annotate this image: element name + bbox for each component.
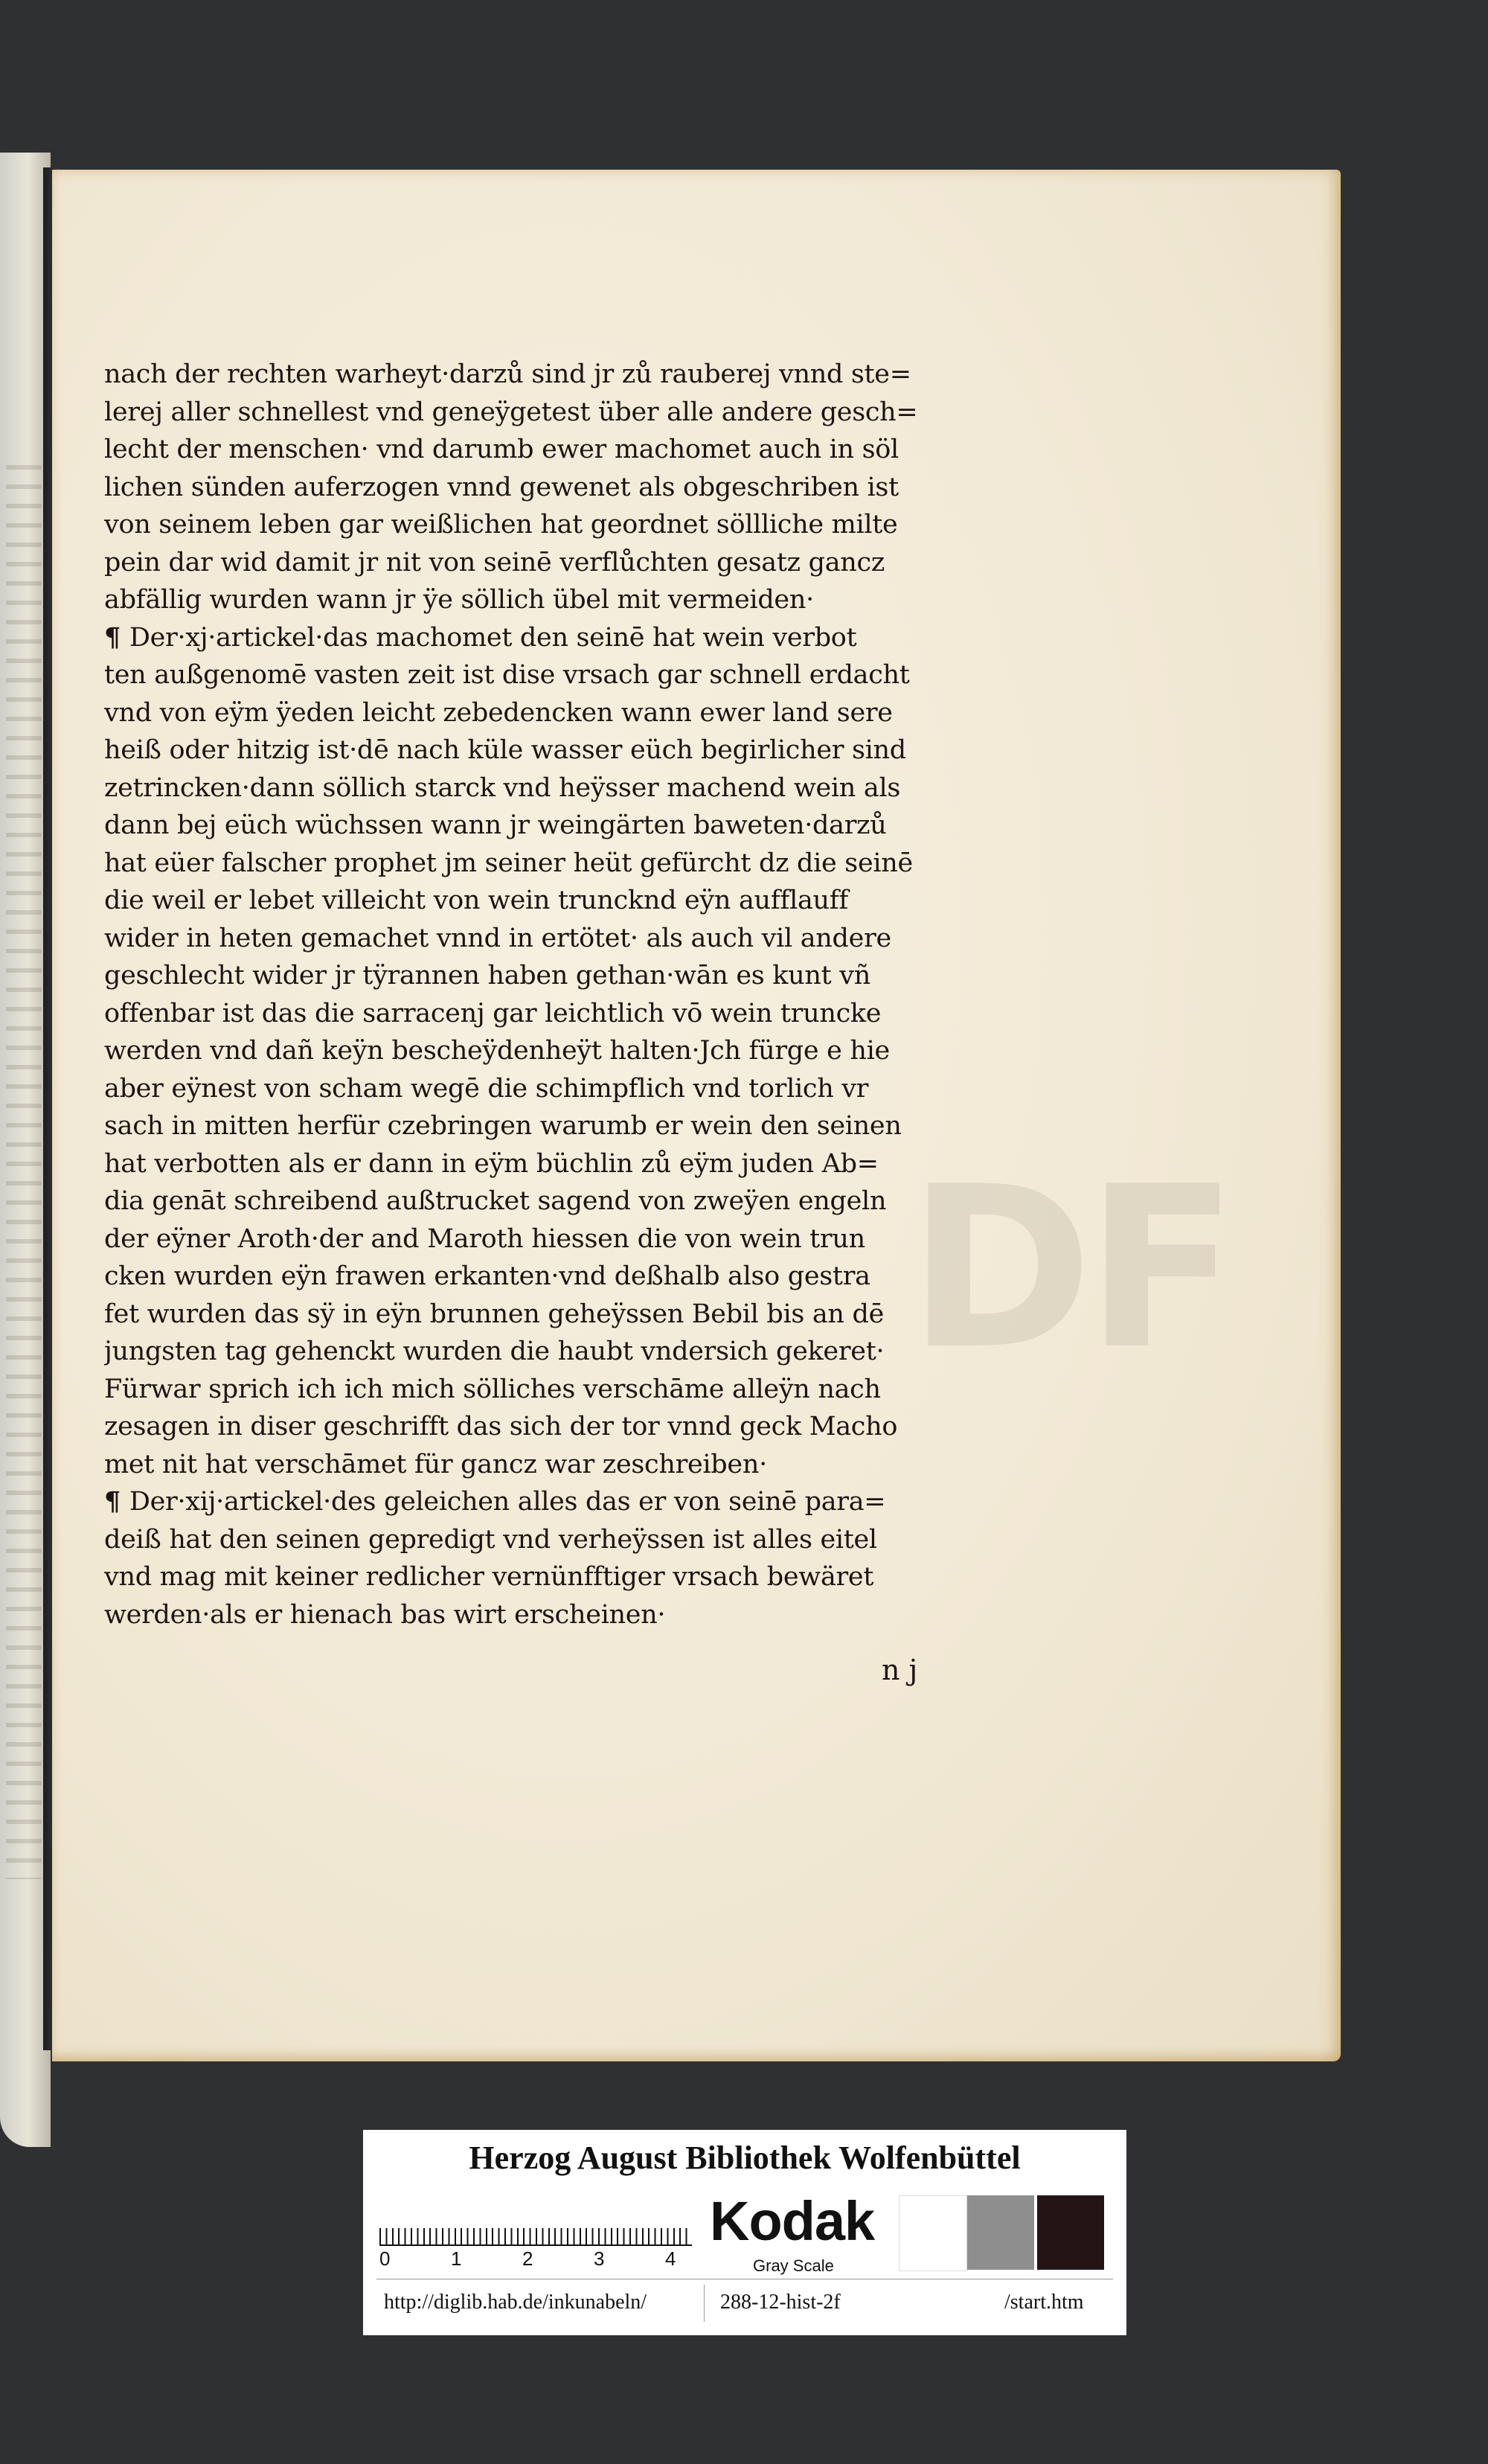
text-line (104, 1483, 967, 1521)
text-line-content: offenbar ist das die sarracenj gar leichtlich vō wein truncke (104, 998, 882, 1028)
text-line-content: deiß hat den seinen gepredigt vnd verheÿssen ist alles eitel (104, 1524, 877, 1555)
left-page-text-edge (6, 465, 42, 1879)
paragraph-mark-icon: ¶ (104, 1486, 129, 1517)
text-line (104, 807, 967, 845)
text-line (104, 769, 967, 807)
start-path: /start.htm (1004, 2291, 1084, 2314)
gray-swatch-white (899, 2195, 967, 2271)
text-line (104, 1521, 967, 1559)
text-line-content: werden·als er hienach bas wirt erscheinen· (104, 1599, 666, 1630)
text-line-content: Fürwar sprich ich ich mich sölliches verschāme alleÿn nach (104, 1374, 881, 1404)
text-line-content: ten außgenomē vasten zeit ist dise vrsach gar schnell erdacht (104, 660, 910, 690)
text-line (104, 845, 967, 883)
shelfmark: 288-12-hist-2f (720, 2291, 841, 2314)
text-line-content: von seinem leben gar weißlichen hat geordnet söllliche milte (104, 510, 898, 540)
gray-swatch-dark (1037, 2195, 1104, 2270)
text-line-content: die weil er lebet villeicht von wein truncknd eÿn aufflauff (104, 886, 849, 915)
text-line (104, 1558, 967, 1596)
text-line-content: Der·xj·artickel·das machomet den seinē hat wein verbot (129, 622, 857, 653)
text-line-content: hat eüer falscher prophet jm seiner heüt gefürcht dz die seinē (104, 848, 913, 878)
text-line (104, 1371, 967, 1409)
text-line-content: pein dar wid damit jr nit von seinē verflůchten gesatz gancz (104, 547, 885, 577)
text-line (104, 1296, 967, 1334)
text-line (104, 431, 967, 469)
text-line-content: geschlecht wider jr tÿrannen haben gethan·wān es kunt vñ (104, 961, 870, 991)
ruler-number: 2 (522, 2247, 533, 2270)
text-line (104, 957, 967, 995)
text-line (104, 656, 967, 694)
text-line-content: cken wurden eÿn frawen erkanten·vnd deßhalb also gestra (104, 1261, 870, 1291)
text-line (104, 469, 967, 507)
text-line (104, 544, 967, 582)
kodak-logo: Kodak (710, 2190, 875, 2252)
library-name: Herzog August Bibliothek Wolfenbüttel (469, 2140, 1021, 2176)
text-line-content: werden vnd dañ keÿn bescheÿdenheÿt halten·Jch fürge e hie (104, 1036, 890, 1066)
text-line (104, 581, 967, 619)
ruler-number: 3 (594, 2247, 605, 2270)
text-line-content: nach der rechten warheyt·darzů sind jr zů rauberej vnnd ste= (104, 359, 911, 389)
text-line-content: abfällig wurden wann jr ÿe söllich übel mit vermeiden· (104, 585, 814, 615)
text-line (104, 1446, 967, 1484)
text-line-content: wider in heten gemachet vnnd in ertötet· als auch vil andere (104, 923, 891, 953)
text-line (104, 1183, 967, 1220)
text-line (104, 920, 967, 958)
text-line (104, 1145, 967, 1183)
text-line-content: vnd mag mit keiner redlicher vernünfftiger vrsach bewäret (104, 1562, 874, 1592)
text-line-content: sach in mitten herfür czebringen warumb er wein den seinen (104, 1111, 902, 1141)
text-line-content: fet wurden das sÿ in eÿn brunnen geheÿssen Bebil bis an dē (104, 1299, 884, 1329)
scale-ruler (379, 2195, 692, 2246)
text-line-content: zetrincken·dann söllich starck vnd heÿsser machend wein als (104, 772, 901, 803)
text-line (104, 1070, 967, 1108)
text-line (104, 1333, 967, 1371)
text-line-content: zesagen in diser geschrifft das sich der tor vnnd geck Macho (104, 1412, 898, 1441)
watermark: DF (908, 1139, 1231, 1398)
text-line-content: der eÿner Aroth·der and Maroth hiessen die von wein trun (104, 1223, 865, 1254)
library-url: http://diglib.hab.de/inkunabeln/ (384, 2291, 647, 2314)
text-line-content: dann bej eüch wüchssen wann jr weingärten baweten·darzů (104, 810, 887, 840)
text-line-content: heiß oder hitzig ist·dē nach küle wasser eüch begirlicher sind (104, 735, 906, 765)
text-line (104, 1107, 967, 1145)
text-line-content: jungsten tag gehenckt wurden die haubt vndersich gekeret· (104, 1337, 885, 1366)
text-line (104, 1258, 967, 1296)
text-line (104, 619, 967, 657)
grayscale-label: Gray Scale (753, 2256, 834, 2275)
text-line (104, 694, 967, 732)
text-line (104, 1220, 967, 1258)
text-line-content: met nit hat verschāmet für gancz war zeschreiben· (104, 1449, 767, 1479)
ruler-number: 4 (665, 2247, 676, 2270)
gray-swatch-mid (967, 2195, 1034, 2270)
text-line (104, 882, 967, 920)
library-label-card (363, 2130, 1126, 2335)
text-line (104, 732, 967, 769)
text-line (104, 1032, 967, 1070)
text-line-content: lecht der menschen· vnd darumb ewer machomet auch in söl (104, 435, 899, 464)
text-line (104, 394, 967, 432)
ruler-number: 1 (451, 2247, 462, 2270)
text-line-content: aber eÿnest von scham wegē die schimpflich vnd torlich vr (104, 1073, 869, 1104)
paragraph-mark-icon: ¶ (104, 621, 129, 653)
text-line (104, 995, 967, 1033)
text-line-content: dia genāt schreibend außtrucket sagend von zweÿen engeln (104, 1186, 887, 1216)
ruler-number: 0 (379, 2247, 391, 2270)
text-line-content: hat verbotten als er dann in eÿm büchlin zů eÿm juden Ab= (104, 1148, 879, 1179)
text-line-content: Der·xij·artickel·des geleichen alles das er von seinē para= (129, 1487, 886, 1517)
page-text (104, 356, 967, 1633)
text-line (104, 356, 967, 394)
text-line (104, 506, 967, 544)
signature-mark: n j (882, 1654, 918, 1686)
text-line-content: vnd von eÿm ÿeden leicht zebedencken wann ewer land sere (104, 697, 893, 728)
text-line-content: lichen sünden auferzogen vnnd gewenet als obgeschriben ist (104, 472, 899, 502)
text-line (104, 1596, 967, 1634)
footer-separator (704, 2285, 705, 2322)
text-line (104, 1408, 967, 1446)
text-line-content: lerej aller schnellest vnd geneÿgetest über alle andere gesch= (104, 397, 918, 427)
